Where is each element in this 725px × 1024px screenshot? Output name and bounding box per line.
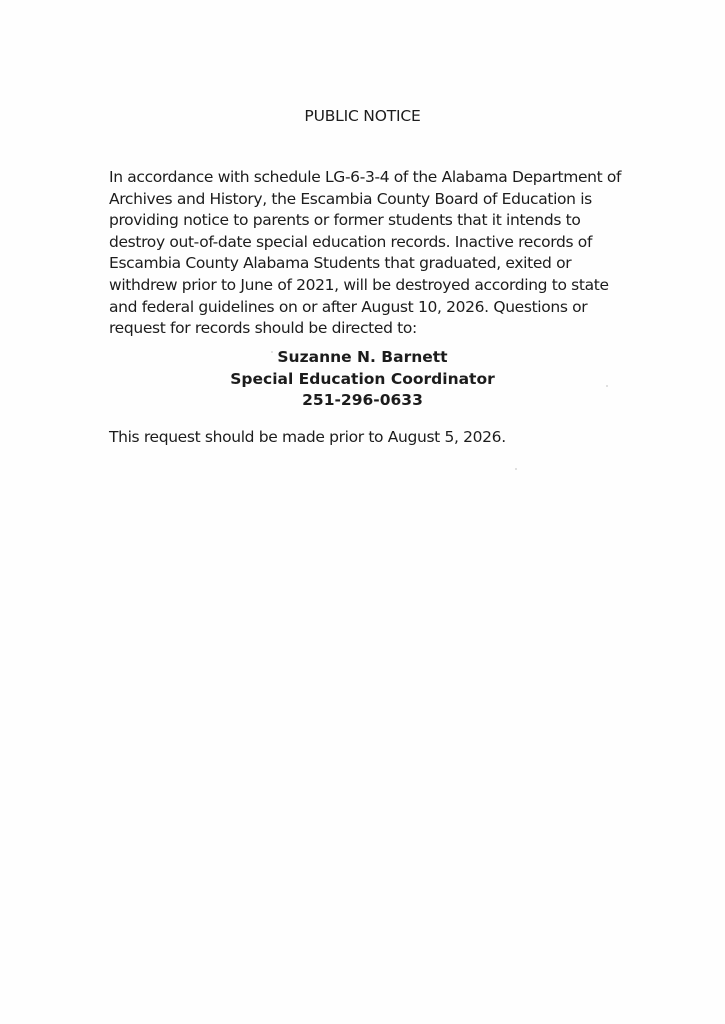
- body-line: providing notice to parents or former students that it intends to: [109, 211, 581, 230]
- body-line: withdrew prior to June of 2021, will be destroyed according to state: [109, 275, 609, 294]
- body-line: Escambia County Alabama Students that graduated, exited or: [109, 254, 572, 273]
- contact-name: Suzanne N. Barnett: [277, 348, 448, 366]
- scan-speck: [515, 468, 517, 470]
- body-line: and federal guidelines on or after August 10, 2026. Questions or: [109, 297, 588, 316]
- closing-note: This request should be made prior to August 5, 2026.: [109, 428, 506, 446]
- notice-title: PUBLIC NOTICE: [304, 107, 421, 125]
- body-line: Archives and History, the Escambia County Board of Education is: [109, 189, 592, 208]
- scan-speck: [271, 351, 273, 353]
- contact-phone: 251-296-0633: [302, 391, 423, 410]
- contact-block: [0, 347, 725, 412]
- body-line: In accordance with schedule LG-6-3-4 of the Alabama Department of: [109, 168, 622, 186]
- contact-role: Special Education Coordinator: [230, 369, 495, 388]
- scan-speck: [606, 385, 608, 387]
- body-line: request for records should be directed to:: [109, 319, 417, 338]
- notice-body-paragraph: [109, 167, 639, 340]
- body-line: destroy out-of-date special education records. Inactive records of: [109, 232, 593, 251]
